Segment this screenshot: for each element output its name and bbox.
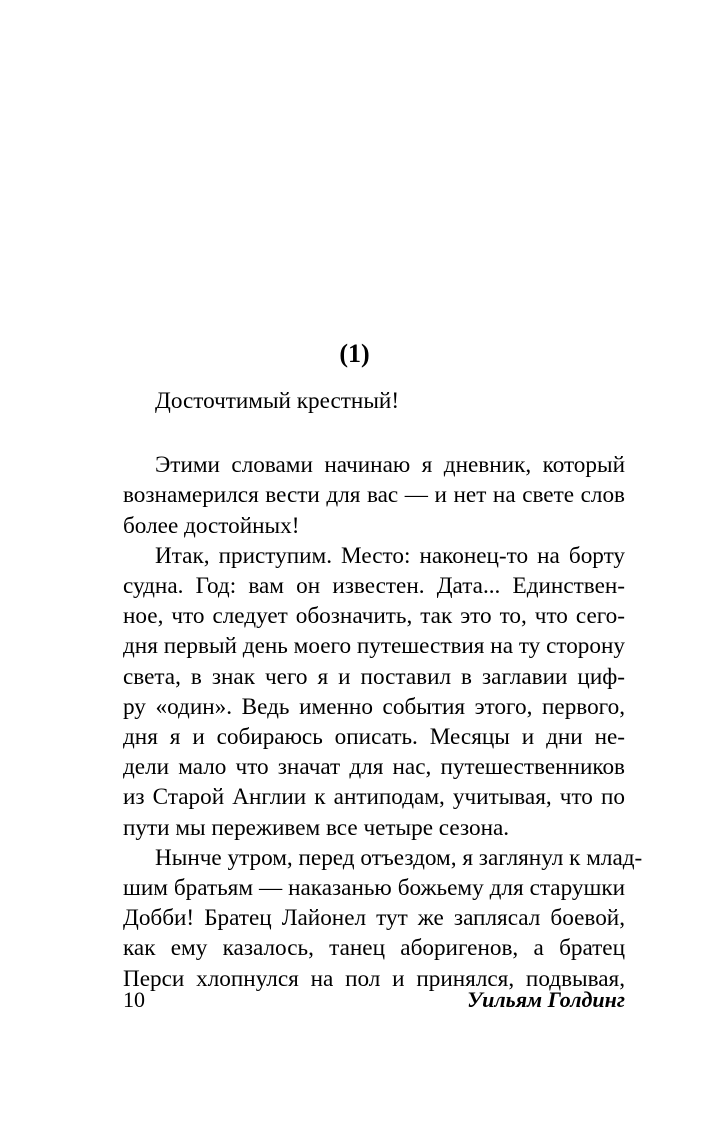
page-footer: [123, 984, 625, 1016]
paragraph-line: Этими словами начинаю я дневник, который: [155, 452, 625, 479]
paragraph-2: [123, 541, 625, 843]
body-text: [123, 380, 643, 994]
paragraph-line: пути мы переживем все четыре сезона.: [123, 814, 510, 841]
paragraph-line: дели мало что значат для нас, путешественников: [123, 754, 625, 781]
paragraph-line: как ему казалось, танец аборигенов, а братец: [123, 935, 625, 962]
paragraph-3: [123, 843, 643, 994]
running-head-author: Уильям Голдинг: [467, 987, 625, 1012]
chapter-number: (1): [339, 339, 370, 368]
paragraph-line: Итак, приступим. Место: наконец-то на борту: [155, 542, 625, 569]
paragraph-line: Перси хлопнулся на пол и принялся, подвывая,: [123, 965, 625, 992]
paragraph-line: дня первый день моего путешествия на ту сторону: [123, 633, 625, 660]
salutation: Досточтимый крестный!: [155, 388, 400, 414]
paragraph-line: Добби! Братец Лайонел тут же заплясал боевой,: [123, 905, 625, 932]
paragraph-line: более достойных!: [123, 512, 300, 539]
paragraph-line: ное, что следует обозначить, так это то, что сего-: [123, 603, 625, 630]
paragraph-line: шим братьям — наказанью божьему для старушки: [123, 875, 625, 902]
paragraph-line: судна. Год: вам он известен. Дата... Единствен-: [123, 573, 625, 600]
paragraph-line: света, в знак чего я и поставил в заглавии циф-: [123, 663, 625, 690]
paragraph-1: [123, 450, 625, 541]
paragraph-line: Нынче утром, перед отъездом, я заглянул к млад-: [155, 844, 643, 871]
paragraph-line: вознамерился вести для вас — и нет на свете слов: [123, 482, 625, 509]
page-number: 10: [123, 987, 145, 1012]
paragraph-line: из Старой Англии к антиподам, учитывая, что по: [123, 784, 625, 811]
paragraph-line: дня я и собираюсь описать. Месяцы и дни не-: [123, 724, 625, 751]
paragraph-line: ру «один». Ведь именно события этого, первого,: [123, 693, 625, 720]
